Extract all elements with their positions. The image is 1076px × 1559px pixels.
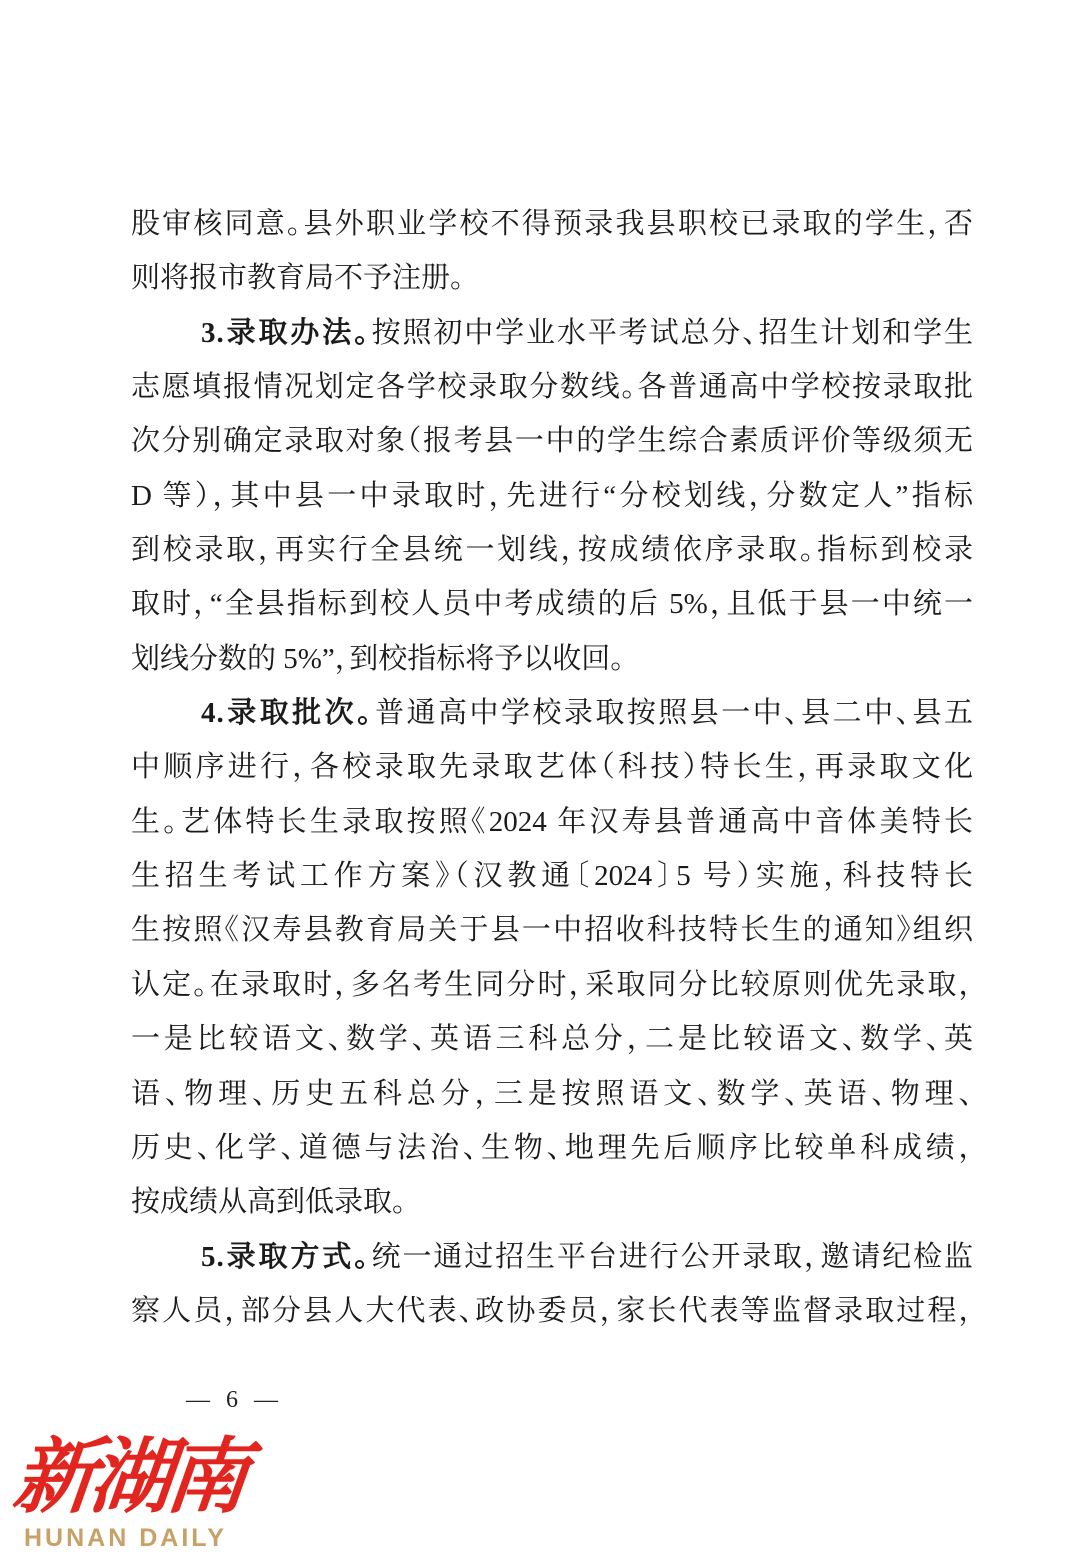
line-text: 按照初中学业水平考试总分、招生计划和学生 (371, 316, 973, 349)
hunan-daily-logo-english: HUNAN DAILY (24, 1524, 227, 1552)
text-line (131, 1012, 973, 1066)
text-line (131, 686, 973, 740)
line-text: 普通高中学校录取按照县一中、县二中、县五 (375, 697, 973, 730)
text-line (131, 1121, 973, 1175)
text-line (131, 903, 973, 957)
document-body (131, 197, 973, 1338)
text-line (131, 1230, 973, 1284)
text-line (131, 740, 973, 794)
paragraph-number-bold: 5.录取方式。 (201, 1240, 372, 1273)
text-line (131, 795, 973, 849)
page-number: — 6 — (186, 1387, 280, 1413)
line-text: 认定。在录取时，多名考生同分时，采取同分比较原则优先录取， (131, 968, 973, 1001)
text-line (131, 632, 973, 686)
paragraph-number-bold: 3.录取办法。 (201, 316, 372, 349)
line-text: 生招生考试工作方案》（汉教通〔2024〕5 号）实施，科技特长 (131, 860, 973, 893)
text-line (131, 849, 973, 903)
line-text: D 等），其中县一中录取时，先进行“分校划线，分数定人”指标 (131, 479, 973, 512)
line-text: 次分别确定录取对象（报考县一中的学生综合素质评价等级须无 (131, 425, 973, 458)
line-text: 统一通过招生平台进行公开录取，邀请纪检监 (371, 1240, 973, 1273)
line-text: 一是比较语文、数学、英语三科总分，二是比较语文、数学、英 (131, 1023, 973, 1056)
line-text: 划线分数的 5%”，到校指标将予以收回。 (131, 642, 625, 675)
text-line (131, 469, 973, 523)
paragraph-number-bold: 4.录取批次。 (201, 697, 376, 730)
line-text: 历史、化学、道德与法治、生物、地理先后顺序比较单科成绩， (131, 1131, 973, 1164)
line-text: 则将报市教育局不予注册。 (131, 262, 465, 295)
line-text: 到校录取，再实行全县统一划线，按成绩依序录取。指标到校录 (131, 534, 973, 567)
text-line (131, 197, 973, 251)
line-text: 生。艺体特长生录取按照《2024 年汉寿县普通高中音体美特长 (131, 805, 973, 838)
line-text: 察人员，部分县人大代表、政协委员，家长代表等监督录取过程， (131, 1294, 973, 1327)
line-text: 中顺序进行，各校录取先录取艺体（科技）特长生，再录取文化 (131, 751, 973, 784)
line-text: 按成绩从高到低录取。 (131, 1186, 407, 1219)
text-line (131, 523, 973, 577)
text-line (131, 577, 973, 631)
text-line (131, 958, 973, 1012)
text-line (131, 360, 973, 414)
line-text: 取时，“全县指标到校人员中考成绩的后 5%，且低于县一中统一 (131, 588, 973, 621)
text-line (131, 1175, 973, 1229)
text-line (131, 1067, 973, 1121)
line-text: 志愿填报情况划定各学校录取分数线。各普通高中学校按录取批 (131, 371, 973, 404)
text-line (131, 1284, 973, 1338)
text-line (131, 251, 973, 305)
hunan-daily-logo-chinese: 新湖南 (9, 1432, 247, 1523)
line-text: 语、物理、历史五科总分，三是按照语文、数学、英语、物理、 (131, 1077, 973, 1110)
text-line (131, 414, 973, 468)
text-line (131, 306, 973, 360)
line-text: 股审核同意。县外职业学校不得预录我县职校已录取的学生，否 (131, 208, 973, 240)
line-text: 生按照《汉寿县教育局关于县一中招收科技特长生的通知》组织 (131, 914, 973, 947)
